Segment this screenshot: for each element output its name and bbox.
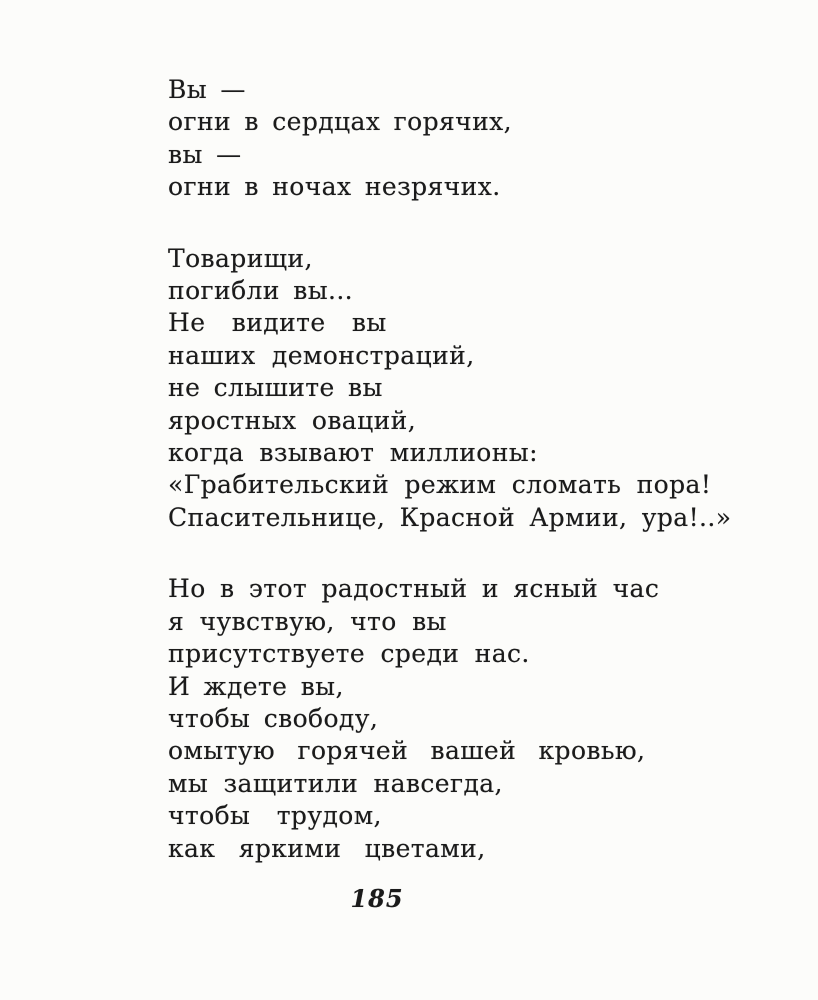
- poem-text: [168, 74, 731, 904]
- poem-line: вы —: [168, 139, 242, 169]
- poem-line: Товарищи,: [168, 243, 313, 273]
- poem-line: Но в этот радостный и ясный час: [168, 574, 660, 604]
- poem-line: И ждете вы,: [168, 671, 344, 701]
- poem-line: как яркими цветами,: [168, 833, 486, 863]
- poem-line: погибли вы...: [168, 276, 354, 306]
- page-number: 185: [350, 884, 404, 913]
- poem-line: мы защитили навсегда,: [168, 768, 503, 798]
- stanza: [168, 573, 731, 865]
- poem-line: чтобы трудом,: [168, 801, 382, 831]
- poem-line: я чувствую, что вы: [168, 606, 447, 636]
- poem-line: Не видите вы: [168, 308, 387, 338]
- poem-line: огни в ночах незрячих.: [168, 172, 501, 202]
- poem-line: присутствуете среди нас.: [168, 639, 530, 669]
- poem-line: Вы —: [168, 75, 246, 104]
- poem-line: яростных оваций,: [168, 405, 417, 435]
- poem-line: когда взывают миллионы:: [168, 438, 538, 468]
- stanza: [168, 74, 731, 204]
- poem-line: огни в сердцах горячих,: [168, 107, 513, 137]
- poem-line: наших демонстраций,: [168, 340, 475, 370]
- stanza: [168, 243, 731, 535]
- poem-line: не слышите вы: [168, 373, 383, 403]
- poem-line: Спасительнице, Красной Армии, ура!..»: [168, 502, 732, 532]
- poem-line: омытую горячей вашей кровью,: [168, 736, 646, 766]
- poem-line: «Грабительский режим сломать пора!: [168, 470, 712, 500]
- poem-line: чтобы свободу,: [168, 703, 379, 733]
